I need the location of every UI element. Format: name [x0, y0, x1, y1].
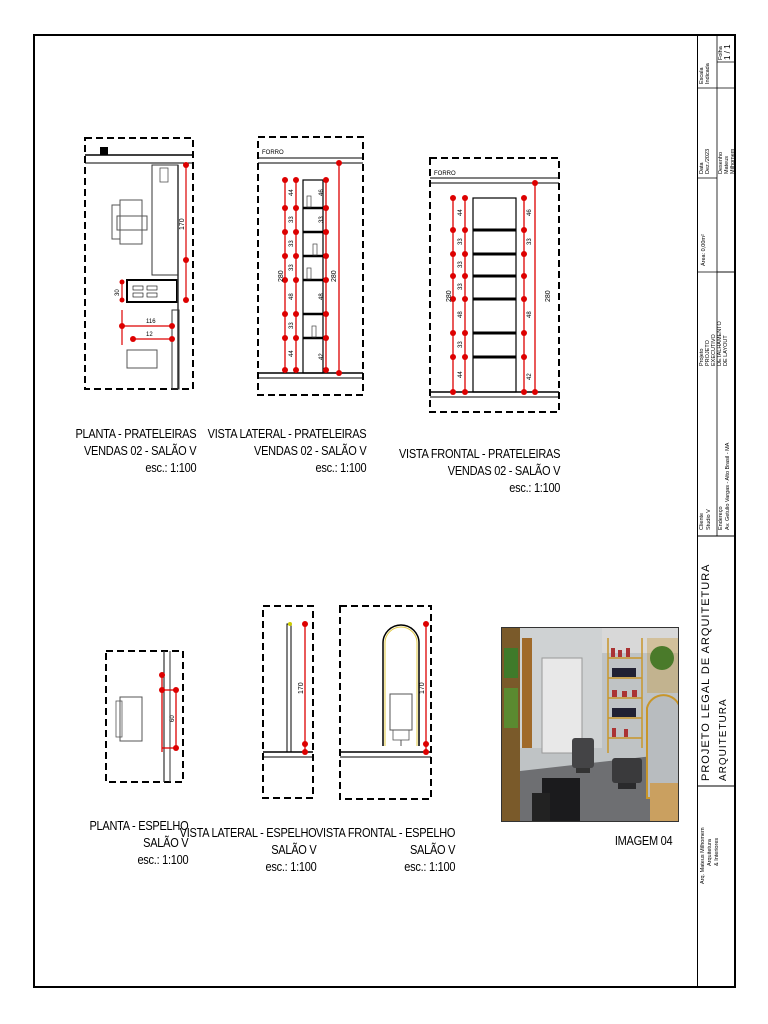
- caption-plan-shelves: [75, 426, 196, 477]
- dim-label-33: 33: [458, 238, 464, 245]
- caption-title: VISTA LATERAL - ESPELHO: [179, 826, 316, 840]
- dim-label-44: 44: [289, 350, 295, 357]
- caption-title: VISTA LATERAL - PRATELEIRAS: [207, 427, 366, 441]
- plan-mirror-drawing: [106, 651, 183, 782]
- caption-scale: esc.: 1:100: [145, 461, 196, 475]
- caption-title: VISTA FRONTAL - ESPELHO: [315, 826, 455, 840]
- dim-label-280: 280: [446, 290, 453, 302]
- side-view-shelves-drawing: [258, 137, 363, 395]
- dim-label-116: 116: [146, 319, 156, 325]
- plan-shelves-drawing: [85, 138, 193, 389]
- dim-label-33: 33: [289, 322, 295, 329]
- caption-subtitle: VENDAS 02 - SALÃO V: [83, 444, 196, 458]
- designer-label: Desenho: [718, 151, 724, 174]
- caption-scale: esc.: 1:100: [137, 853, 188, 867]
- caption-subtitle: SALÃO V: [142, 836, 188, 850]
- image-label: IMAGEM 04: [614, 834, 672, 848]
- dim-label-46: 46: [527, 209, 533, 216]
- caption-scale: esc.: 1:100: [509, 481, 560, 495]
- architect-line-2: Arquitetura: [707, 839, 713, 866]
- caption-title: VISTA FRONTAL - PRATELEIRAS: [398, 447, 560, 461]
- date-label: Data: [699, 162, 705, 174]
- project-label: Projeto: [699, 348, 705, 366]
- caption-image-04: [614, 833, 672, 850]
- project-line-2: EXECUTIVO: [711, 334, 717, 366]
- dim-label-33: 33: [458, 283, 464, 290]
- dim-label-30: 30: [115, 289, 121, 296]
- dim-label-280-right: 280: [331, 270, 338, 282]
- ceiling-label: FORRO: [434, 171, 456, 177]
- dim-label-48: 48: [527, 311, 533, 318]
- dim-label-170: 170: [179, 218, 186, 230]
- dim-label-60: 60: [170, 715, 176, 722]
- discipline: ARQUITETURA: [718, 698, 729, 781]
- dim-label-33: 33: [289, 216, 295, 223]
- title-block: [697, 36, 735, 986]
- dim-label-280-right: 280: [545, 290, 552, 302]
- caption-side-view-shelves: [207, 426, 366, 477]
- designer-line-1: Mateus: [724, 155, 730, 174]
- dim-label-12: 12: [146, 332, 153, 338]
- project-line-4: DE LAYOUT: [723, 335, 729, 366]
- render-image-04: [501, 627, 679, 822]
- side-view-mirror-drawing: [263, 606, 313, 798]
- caption-scale: esc.: 1:100: [315, 461, 366, 475]
- dim-label-42: 42: [527, 373, 533, 380]
- dim-label-33: 33: [458, 261, 464, 268]
- architect-line-3: & Interiores: [714, 837, 720, 866]
- caption-subtitle: SALÃO V: [270, 843, 316, 857]
- dim-label-170: 170: [419, 682, 426, 694]
- ceiling-label: FORRO: [262, 150, 284, 156]
- dim-label-48: 48: [458, 311, 464, 318]
- dim-label-42: 42: [319, 353, 325, 360]
- address-value: Av. Getulio Vargas - Alto Brasil - MA: [725, 442, 731, 530]
- dim-label-33: 33: [527, 238, 533, 245]
- architect-name: Arq. Mateus Milhomem: [700, 827, 706, 884]
- dim-label-48: 48: [319, 293, 325, 300]
- caption-title: PLANTA - ESPELHO: [89, 819, 188, 833]
- designer-line-2: Milhomem: [730, 148, 736, 174]
- caption-subtitle: VENDAS 02 - SALÃO V: [253, 444, 366, 458]
- date-value: Dez./2023: [705, 148, 711, 174]
- dim-label-48: 48: [289, 293, 295, 300]
- project-line-3: DETALHAMENTO: [717, 321, 723, 366]
- dim-label-33: 33: [319, 216, 325, 223]
- caption-subtitle: SALÃO V: [409, 843, 455, 857]
- caption-front-view-shelves: [399, 446, 560, 497]
- sheet-value: 1 / 1: [723, 44, 732, 60]
- scale-label: Escala: [699, 67, 705, 84]
- front-view-mirror-drawing: [340, 606, 431, 799]
- caption-plan-mirror: [89, 818, 188, 869]
- dim-label-44: 44: [289, 189, 295, 196]
- project-line-1: PROJETO: [705, 340, 711, 366]
- caption-title: PLANTA - PRATELEIRAS: [75, 427, 196, 441]
- dim-label-44: 44: [458, 209, 464, 216]
- dim-label-33: 33: [289, 264, 295, 271]
- sheet-label: Folha: [718, 46, 724, 60]
- client-label: Cliente: [699, 512, 705, 530]
- caption-front-view-mirror: [316, 825, 455, 876]
- caption-scale: esc.: 1:100: [404, 860, 455, 874]
- caption-side-view-mirror: [179, 825, 316, 876]
- caption-scale: esc.: 1:100: [265, 860, 316, 874]
- dim-label-33: 33: [458, 341, 464, 348]
- front-view-shelves-drawing: [430, 158, 559, 412]
- client-value: Studio V: [706, 509, 712, 530]
- dim-label-280: 280: [278, 270, 285, 282]
- dim-label-44: 44: [458, 371, 464, 378]
- caption-subtitle: VENDAS 02 - SALÃO V: [447, 464, 560, 478]
- scale-value: Indicada: [705, 63, 711, 84]
- area-value: Área: 0,00m²: [701, 234, 707, 266]
- address-label: Endereço: [718, 506, 724, 530]
- dim-label-46: 46: [319, 189, 325, 196]
- project-title: PROJETO LEGAL DE ARQUITETURA: [700, 563, 712, 781]
- interior-render-illustration: [502, 628, 679, 822]
- dim-label-33: 33: [289, 240, 295, 247]
- dim-label-170: 170: [298, 682, 305, 694]
